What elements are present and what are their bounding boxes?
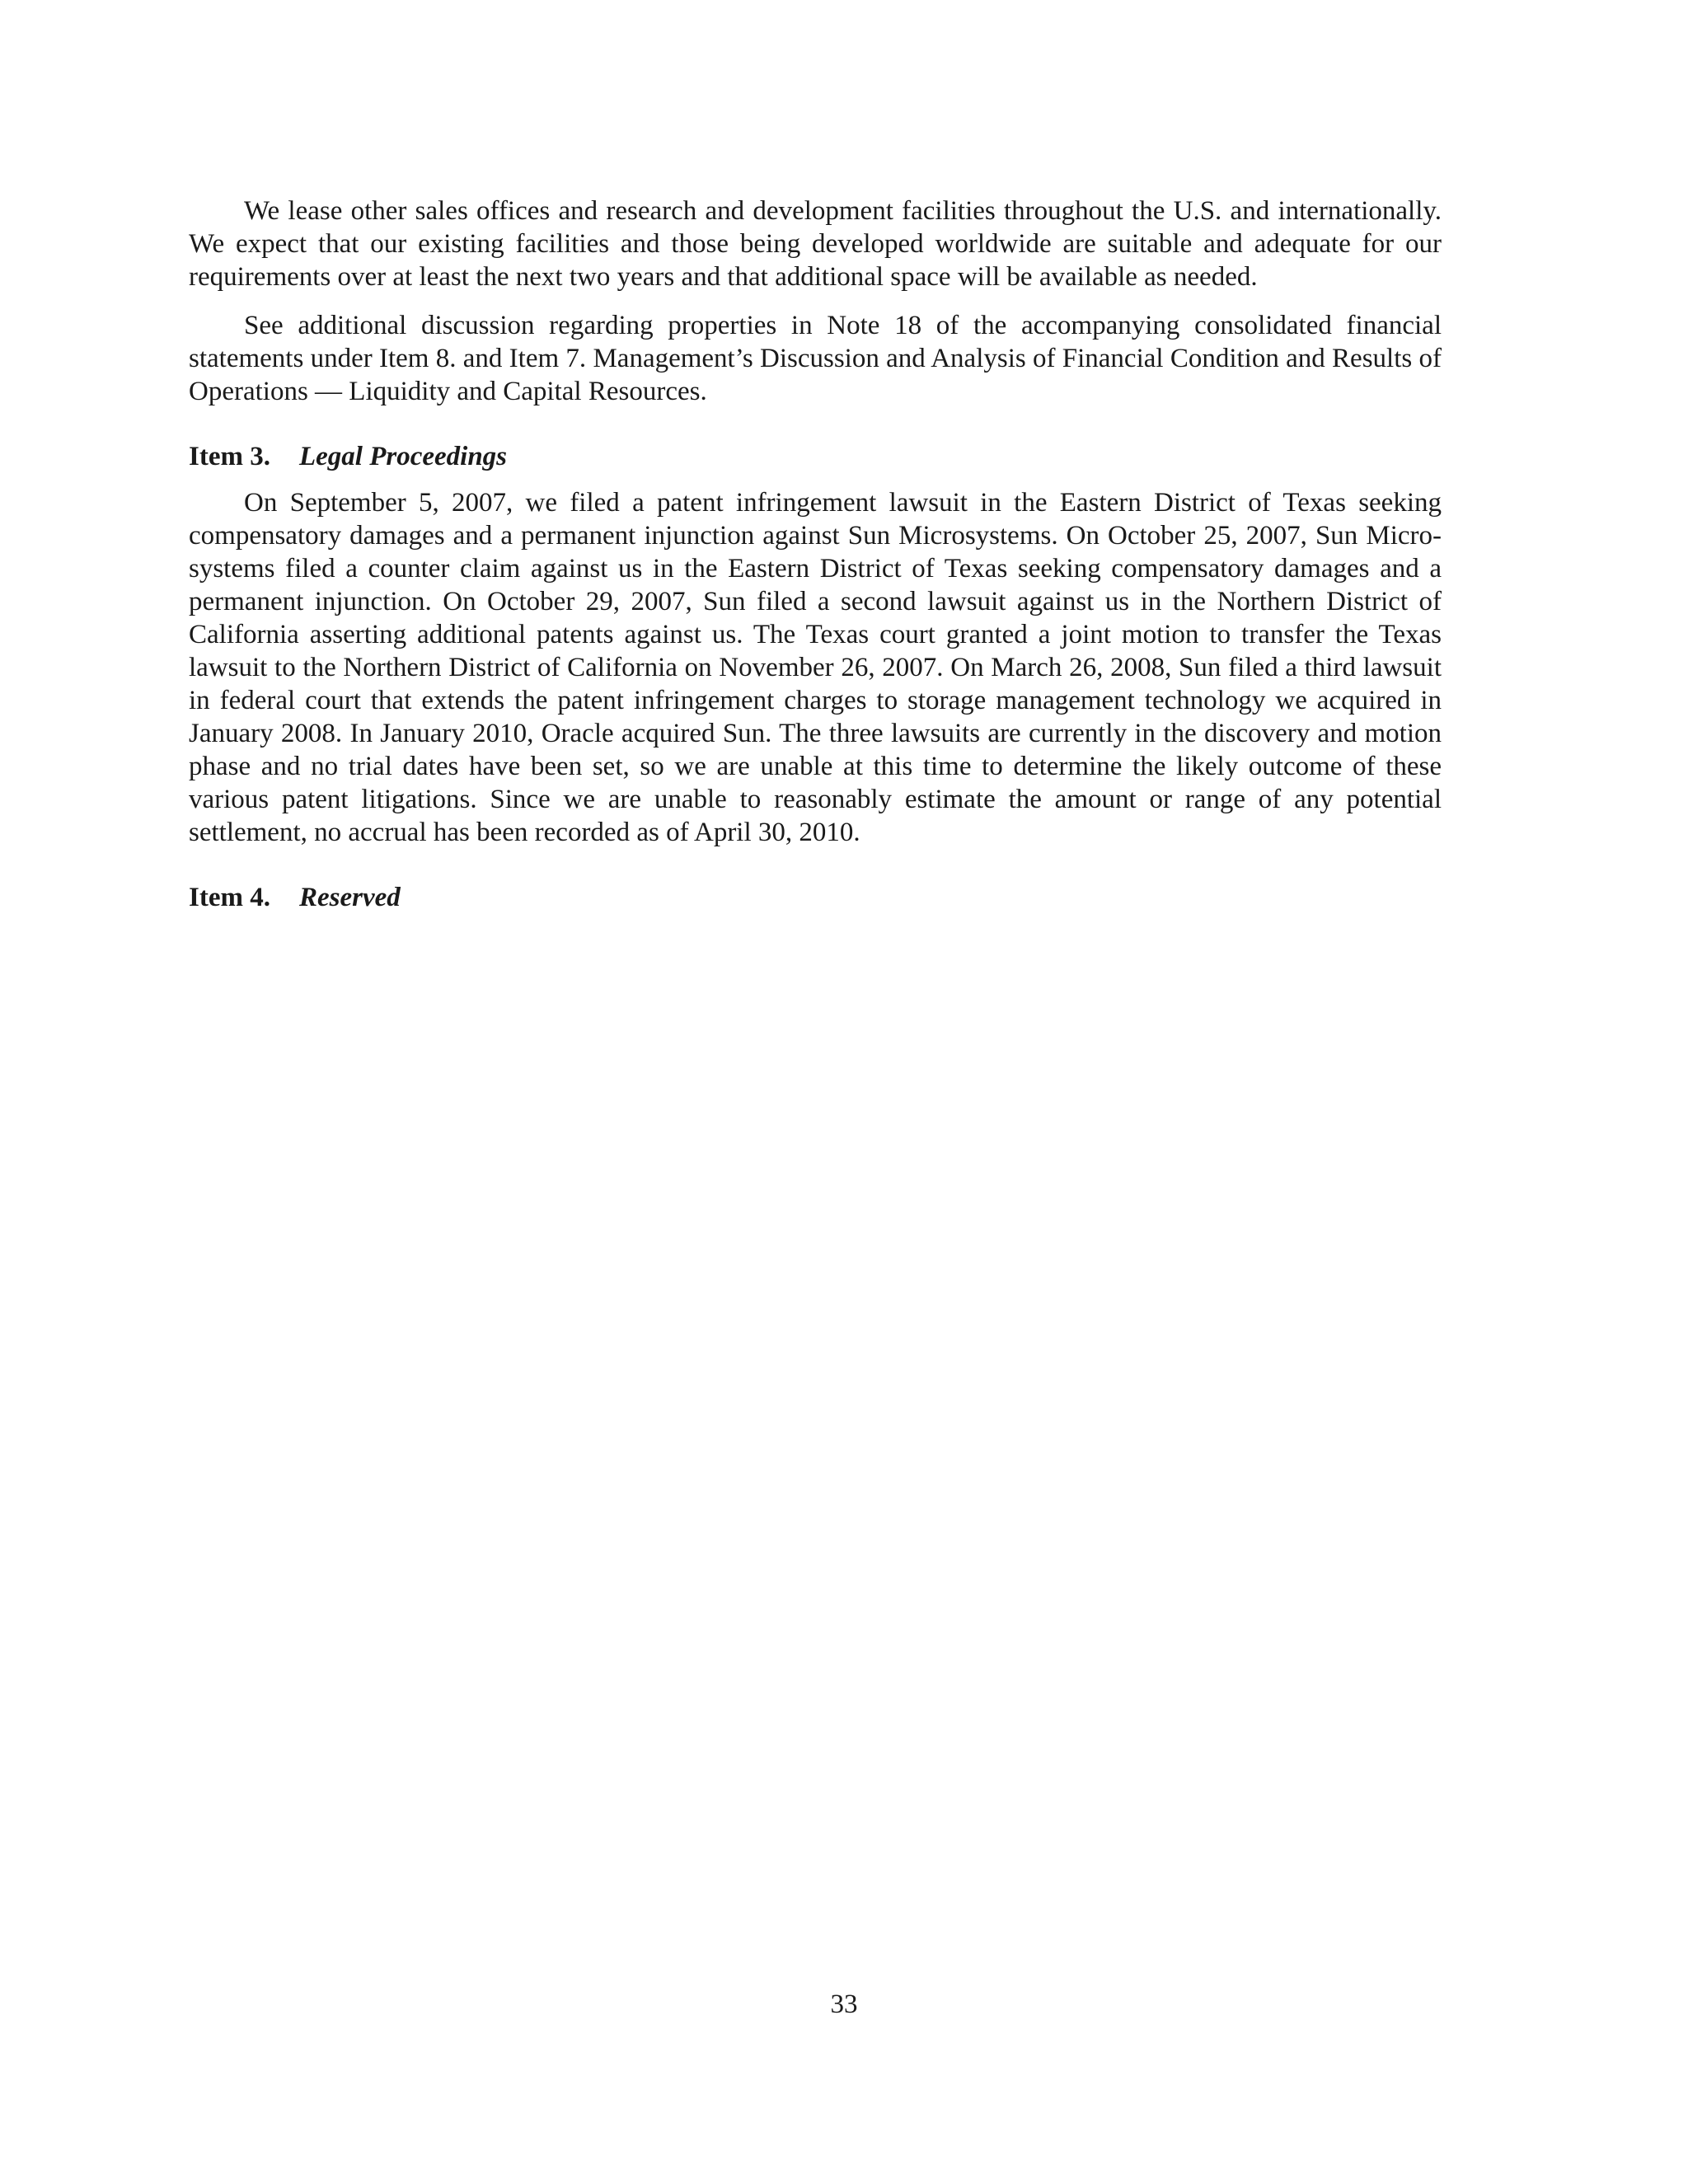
paragraph-properties-discussion: See additional discussion regarding properties in Note 18 of the accompanying consolidated financial statements under Item 8. and Item 7. Management’s Discussion and Analysis of Financial Condition and Results of Operations — Liquidity and Capital Resources.: [189, 311, 1442, 406]
paragraph-legal-proceedings: On September 5, 2007, we filed a patent infringement lawsuit in the Eastern District of Texas seeking compensatory damages and a permanent injunction against Sun Microsystems. On October 25, 2007, Sun Microsystems filed a counter claim against us in the Eastern District of Texas seeking compensatory damages and a permanent injunction. On October 29, 2007, Sun filed a second lawsuit against us in the Northern District of California asserting additional patents against us. The Texas court granted a joint motion to transfer the Texas lawsuit to the Northern District of California on November 26, 2007. On March 26, 2008, Sun filed a third lawsuit in federal court that extends the patent infringement charges to storage management technology we acquired in January 2008. In January 2010, Oracle acquired Sun. The three lawsuits are currently in the discovery and motion phase and no trial dates have been set, so we are unable at this time to determine the likely outcome of these various patent litigations. Since we are unable to reasonably estimate the amount or range of any potential settlement, no accrual has been recorded as of April 30, 2010.: [189, 488, 1442, 847]
item-4-heading: [189, 881, 1442, 914]
page-number: 33: [830, 1990, 858, 2019]
item-4-number: Item 4.: [189, 883, 270, 912]
item-3-number: Item 3.: [189, 442, 270, 471]
item-3-heading: [189, 440, 1442, 473]
item-3-title: Legal Proceedings: [299, 442, 508, 471]
document-page: [189, 194, 1442, 927]
item-4-title: Reserved: [299, 883, 401, 912]
paragraph-leased-facilities: We lease other sales offices and research and development facilities throughout the U.S. and internationally. We expect that our existing facilities and those being developed worldwide are suitable and adequate for our requirements over at least the next two years and that additional space will be available as needed.: [189, 196, 1442, 292]
